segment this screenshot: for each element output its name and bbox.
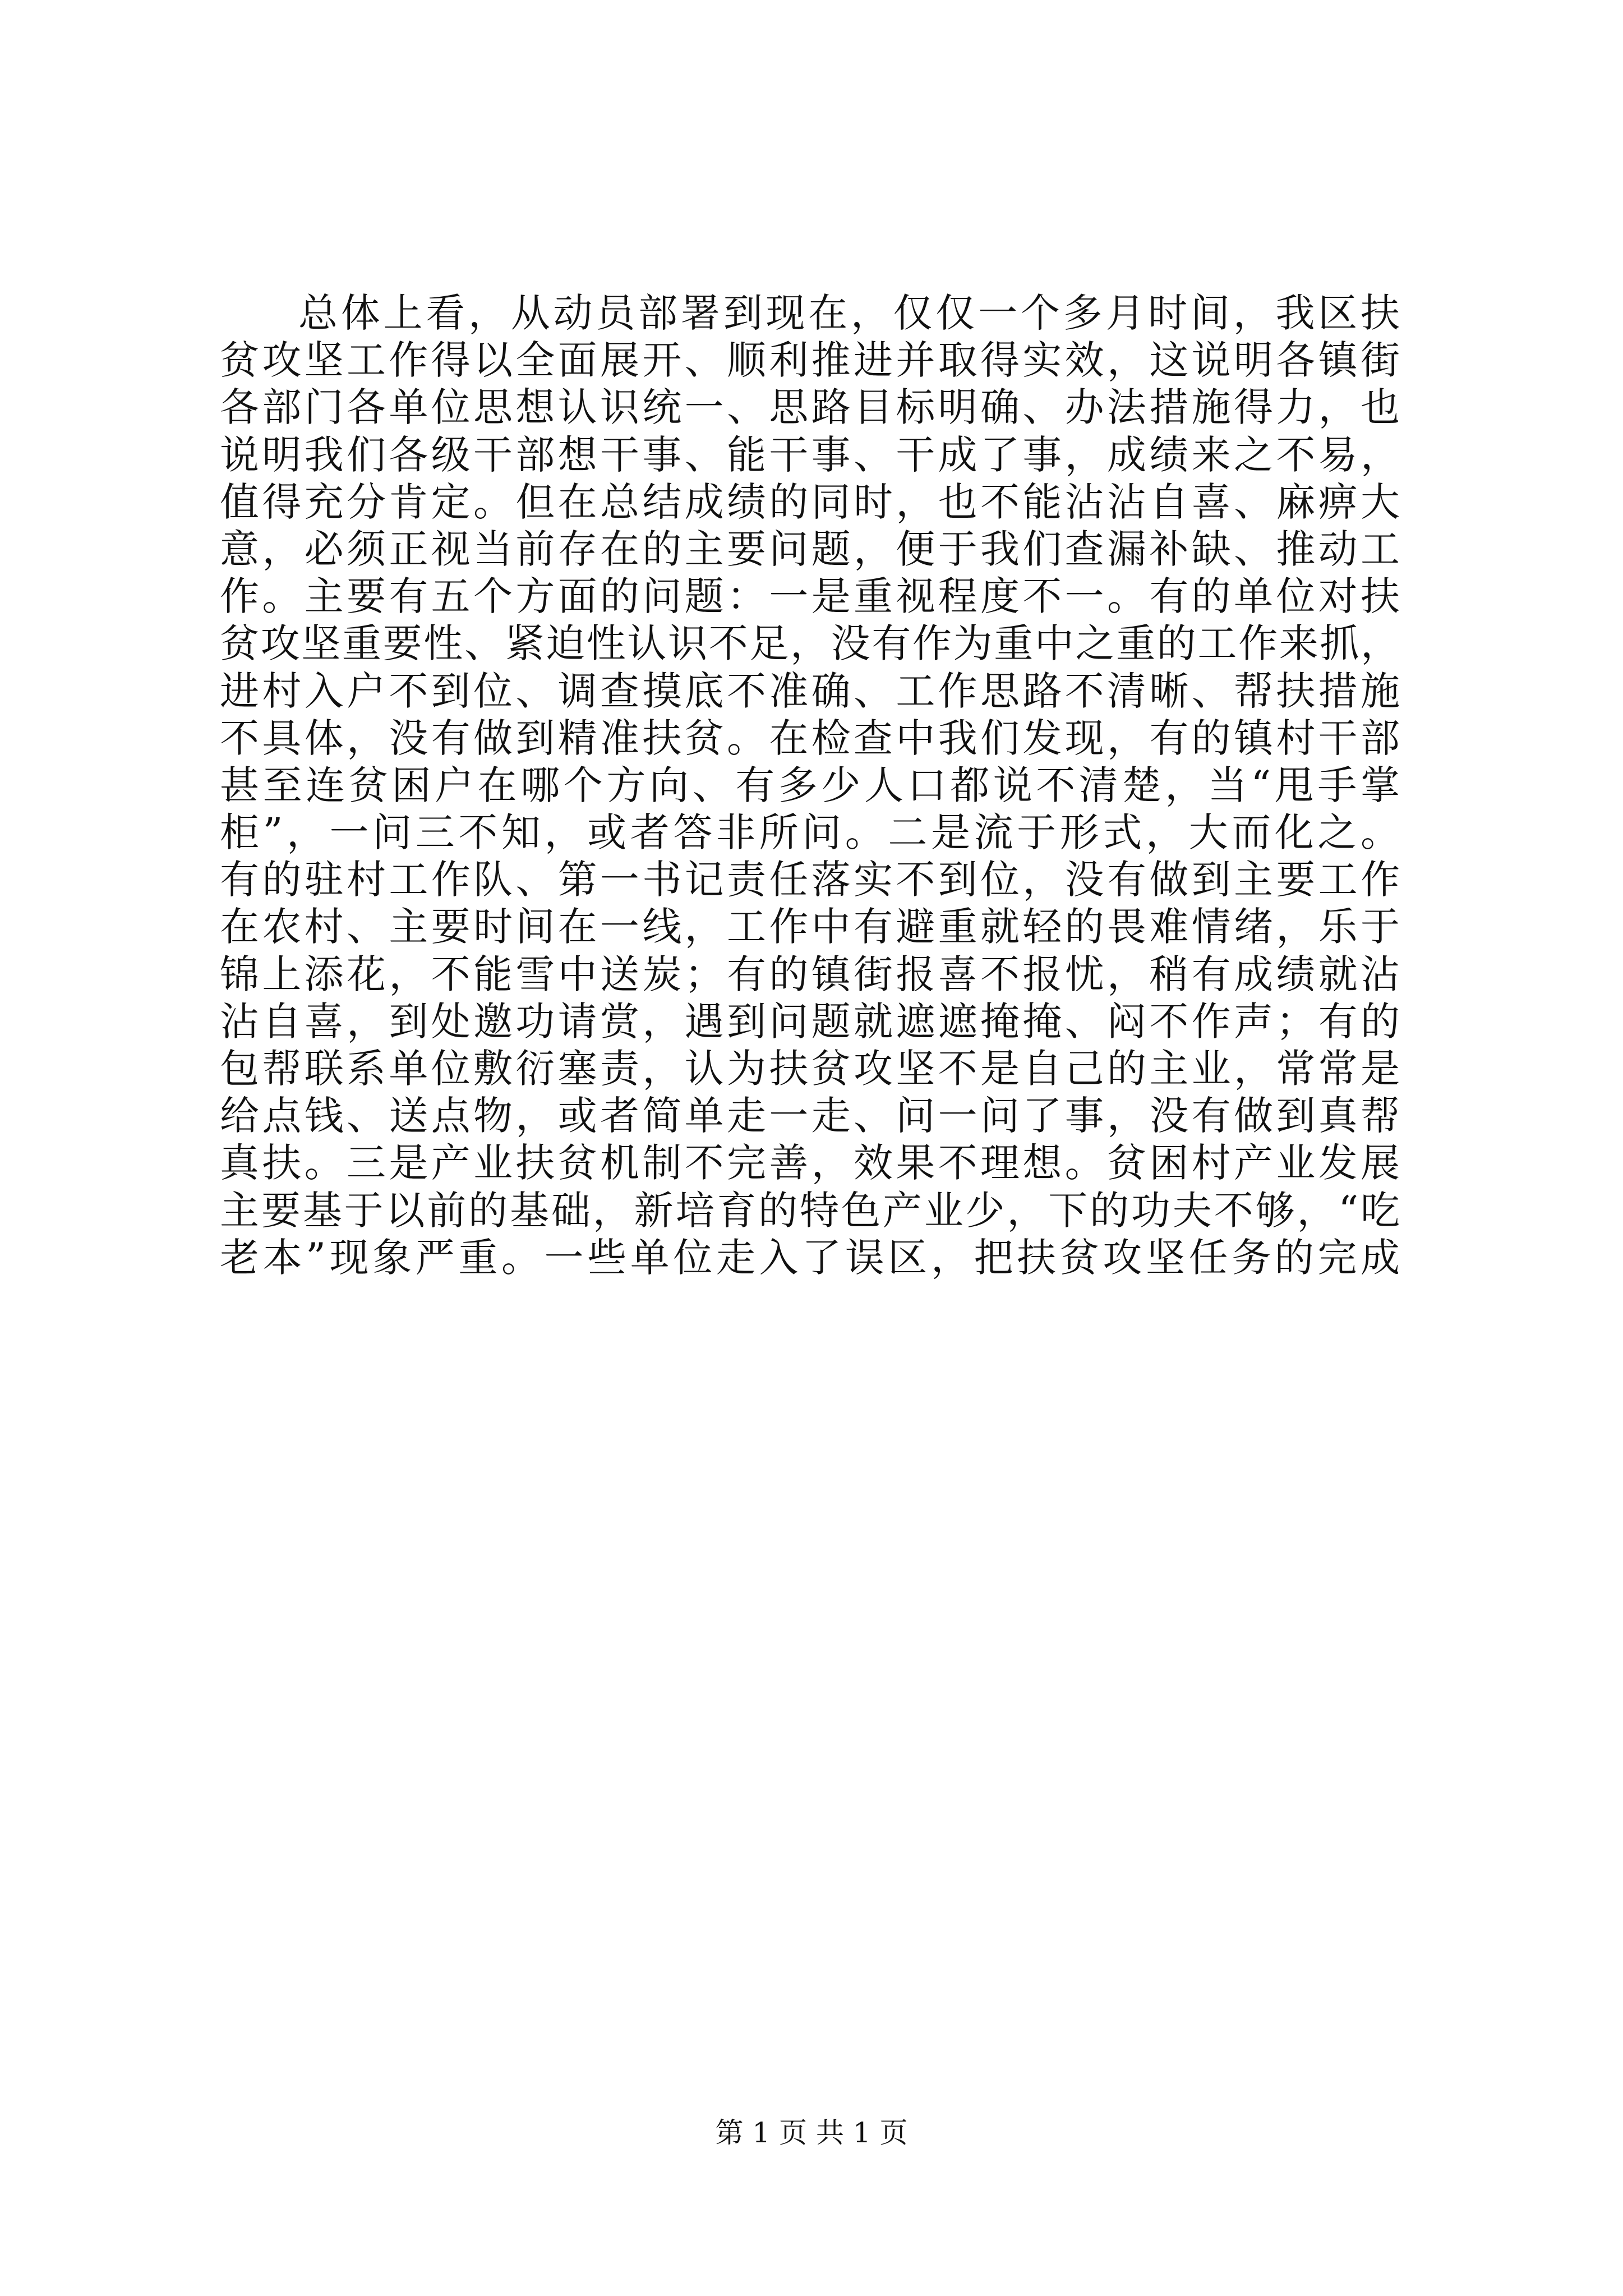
text-line: 老本”现象严重。一些单位走入了误区，把扶贫攻坚任务的完成 (220, 1234, 1400, 1281)
page-footer (0, 2116, 1623, 2150)
text-line: 锦上添花，不能雪中送炭；有的镇街报喜不报忧，稍有成绩就沾 (220, 951, 1400, 997)
text-line: 柜”，一问三不知，或者答非所问。二是流于形式，大而化之。 (220, 809, 1400, 856)
text-line: 甚至连贫困户在哪个方向、有多少人口都说不清楚，当“甩手掌 (220, 762, 1400, 808)
text-line: 意，必须正视当前存在的主要问题，便于我们查漏补缺、推动工 (220, 526, 1400, 572)
text-line: 沾自喜，到处邀功请赏，遇到问题就遮遮掩掩、闷不作声；有的 (220, 998, 1400, 1045)
text-line: 真扶。三是产业扶贫机制不完善，效果不理想。贫困村产业发展 (220, 1140, 1400, 1186)
text-line: 作。主要有五个方面的问题：一是重视程度不一。有的单位对扶 (220, 573, 1400, 620)
text-line: 进村入户不到位、调查摸底不准确、工作思路不清晰、帮扶措施 (220, 668, 1400, 714)
text-line: 说明我们各级干部想干事、能干事、干成了事，成绩来之不易， (220, 431, 1400, 478)
text-line: 主要基于以前的基础，新培育的特色产业少，下的功夫不够，“吃 (220, 1187, 1400, 1234)
text-line: 各部门各单位思想认识统一、思路目标明确、办法措施得力，也 (220, 384, 1400, 431)
text-line: 在农村、主要时间在一线，工作中有避重就轻的畏难情绪，乐于 (220, 904, 1400, 950)
page-number-label: 第 1 页 共 1 页 (715, 2116, 908, 2149)
text-line: 不具体，没有做到精准扶贫。在检查中我们发现，有的镇村干部 (220, 715, 1400, 761)
text-line: 值得充分肯定。但在总结成绩的同时，也不能沾沾自喜、麻痹大 (220, 478, 1400, 525)
text-line: 包帮联系单位敷衍塞责，认为扶贫攻坚不是自己的主业，常常是 (220, 1046, 1400, 1092)
body-text (220, 289, 1400, 1281)
text-line: 贫攻坚重要性、紧迫性认识不足，没有作为重中之重的工作来抓， (220, 620, 1400, 667)
text-line: 有的驻村工作队、第一书记责任落实不到位，没有做到主要工作 (220, 857, 1400, 903)
text-line: 总体上看，从动员部署到现在，仅仅一个多月时间，我区扶 (298, 290, 1400, 336)
text-line: 给点钱、送点物，或者简单走一走、问一问了事，没有做到真帮 (220, 1093, 1400, 1139)
text-line: 贫攻坚工作得以全面展开、顺利推进并取得实效，这说明各镇街 (220, 337, 1400, 384)
